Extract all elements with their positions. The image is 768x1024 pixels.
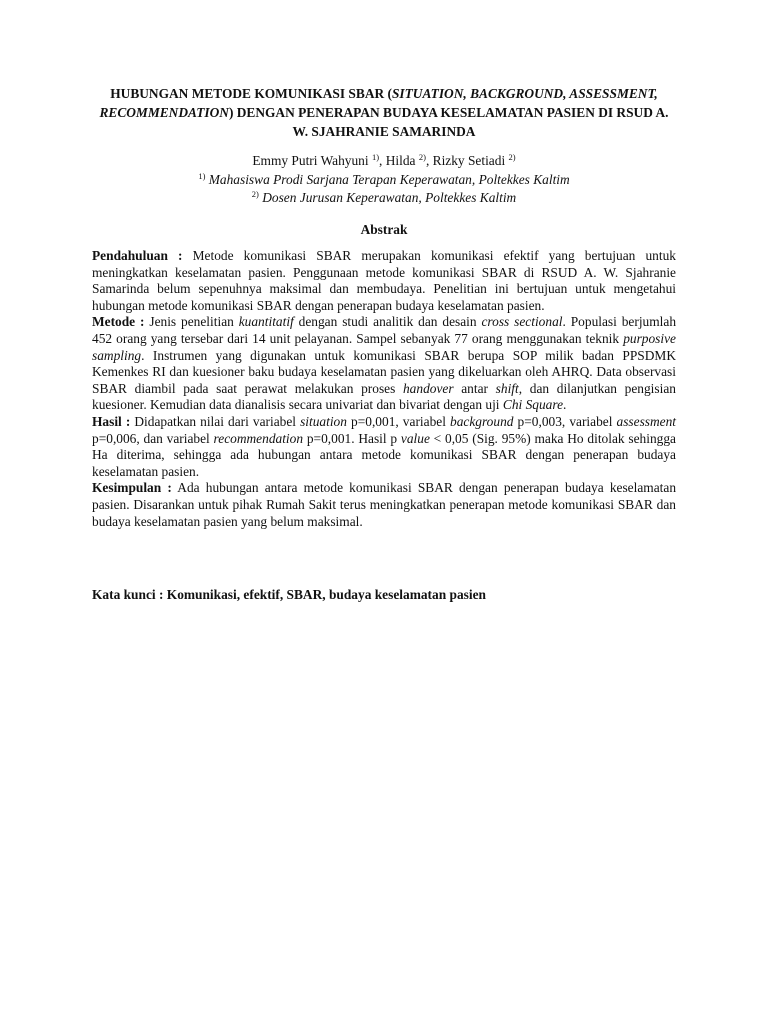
abstract-introduction: Pendahuluan : Metode komunikasi SBAR merupakan komunikasi efektif yang bertujuan untuk meningkatkan keselamatan pasien. Penggunaan metode komunikasi SBAR di RSUD A. W. Sjahranie Samarinda belum sepenuhnya maksimal dan membudaya. Penelitian ini bertujuan untuk mengetahui hubungan metode komunikasi SBAR dengan penerapan budaya keselamatan pasien. (92, 248, 676, 313)
author-affiliation-mark: 1) (371, 152, 380, 162)
abstract-heading: Abstrak (360, 222, 408, 237)
paper-title: HUBUNGAN METODE KOMUNIKASI SBAR (SITUATION, BACKGROUND, ASSESSMENT, RECOMMENDATION) DENGAN PENERAPAN BUDAYA KESELAMATAN PASIEN DI RSUD A. W. SJAHRANIE SAMARINDA (99, 86, 669, 139)
author-affiliation-mark: 2) (418, 152, 426, 162)
section-label: Metode : (92, 314, 145, 330)
abstract-result: Hasil : Didapatkan nilai dari variabel situation p=0,001, variabel background p=0,003, variabel assessment p=0,006, dan variabel recommendation p=0,001. Hasil p value < 0,05 (Sig. 95%) maka Ho ditolak sehingga Ha diterima, sehingga ada hubungan antara metode komunikasi SBAR dengan penerapan budaya keselamatan pasien. (92, 413, 677, 479)
affiliation-1: $^{1)}$ Mahasiswa Prodi Sarjana Terapan Keperawatan, Poltekkes Kaltim (198, 171, 570, 187)
author-name: Hilda (385, 153, 419, 168)
author-name: Rizky Setiadi (432, 153, 509, 168)
affiliation-2: $^{2)}$ Dosen Jurusan Keperawatan, Poltekkes Kaltim (251, 189, 517, 205)
author-list: Emmy Putri Wahyuni $^{1)}$, Hilda $^{2)}$, Rizky Setiadi $^{2)}$ (252, 152, 516, 168)
section-label: Hasil : (92, 413, 131, 429)
abstract-method: Metode : Jenis penelitian kuantitatif dengan studi analitik dan desain cross sectional. Populasi berjumlah 452 orang yang tersebar dari 14 unit pelayanan. Sampel sebanyak 77 orang menggunakan teknik purposive sampling. Instrumen yang digunakan untuk komunikasi SBAR berupa SOP milik badan PPSDMK Kemenkes RI dan kuesioner baku budaya keselamatan pasien yang dikeluarkan oleh AHRQ. Data observasi SBAR diambil pada saat perawat melakukan proses handover antar shift, dan dilanjutkan pengisian kuesioner. Kemudian data dianalisis secara univariat dan bivariat dengan uji Chi Square. (92, 314, 677, 413)
author-affiliation-mark: 2) (508, 152, 516, 162)
keywords: Kata kunci : Komunikasi, efektif, SBAR, budaya keselamatan pasien (92, 587, 486, 602)
abstract-body (92, 248, 676, 530)
section-label: Kesimpulan : (92, 480, 172, 496)
abstract-conclusion: Kesimpulan : Ada hubungan antara metode komunikasi SBAR dengan penerapan budaya keselamatan pasien. Disarankan untuk pihak Rumah Sakit terus meningkatkan penerapan metode komunikasi SBAR dan budaya keselamatan pasien yang belum maksimal. (92, 480, 677, 529)
author-name: Emmy Putri Wahyuni (252, 153, 372, 168)
section-label: Pendahuluan : (92, 248, 183, 263)
